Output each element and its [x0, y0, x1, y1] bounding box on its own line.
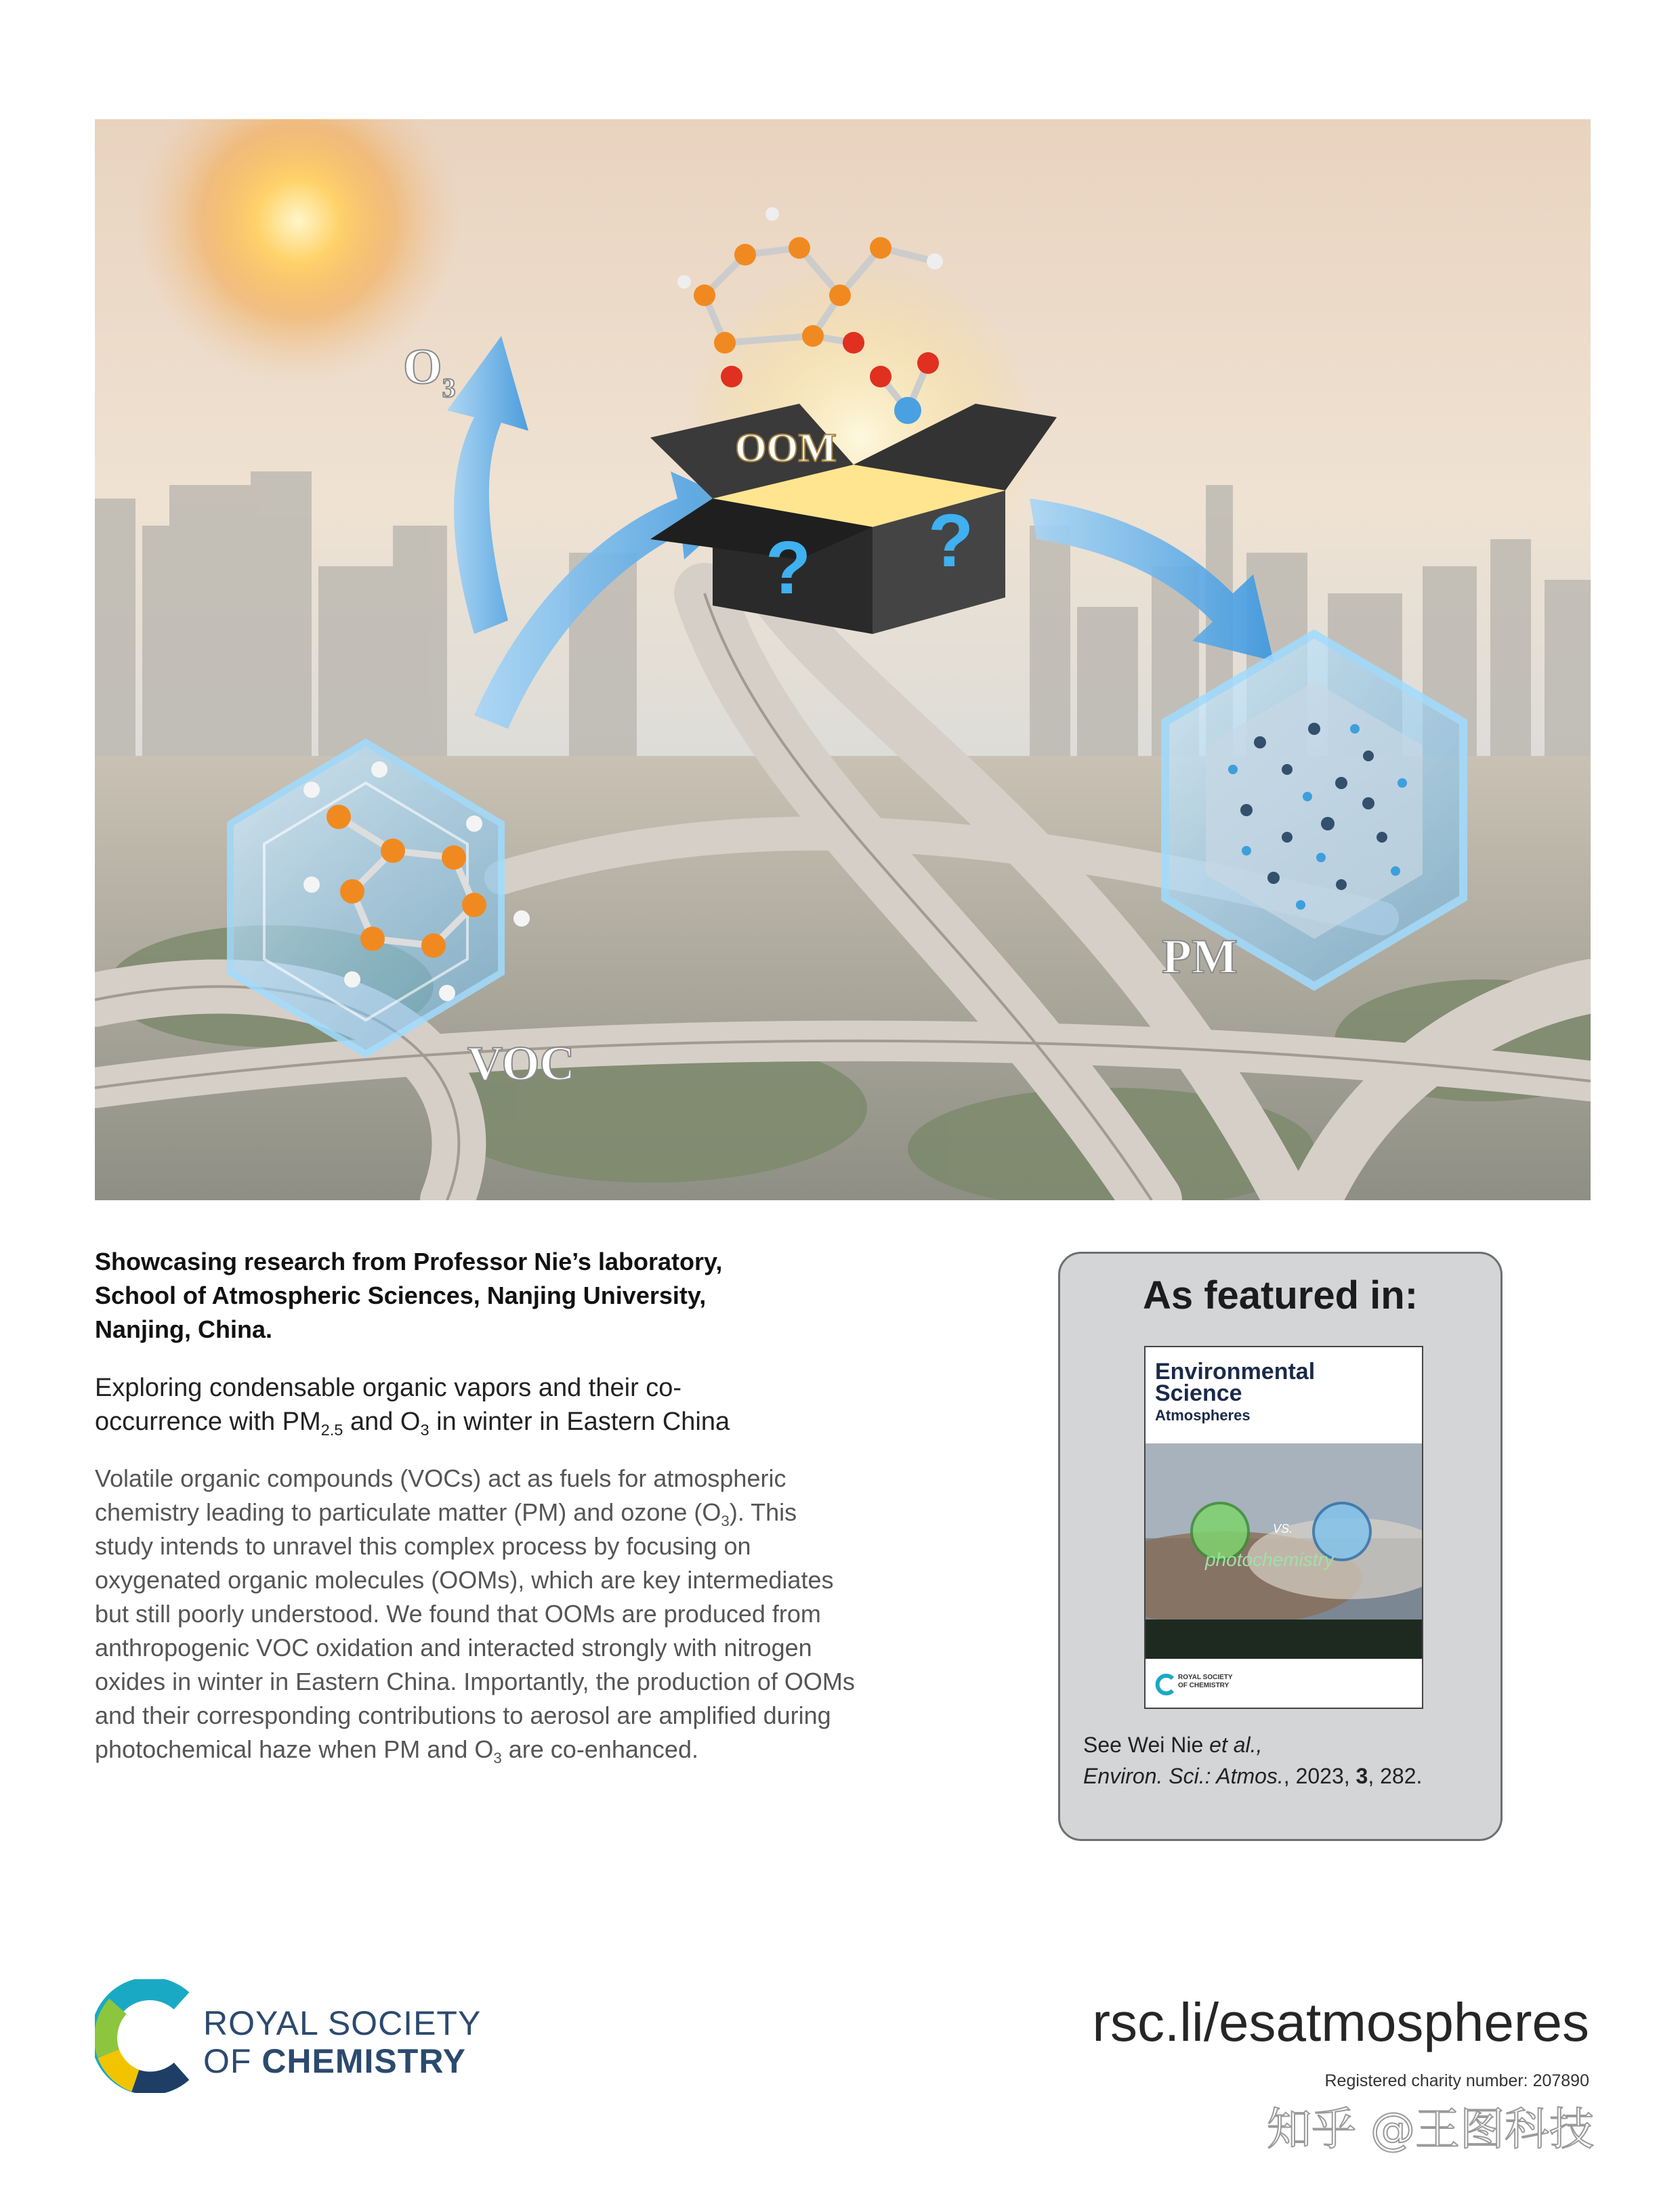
o3-subscript: 3 — [420, 1421, 429, 1439]
featured-title: As featured in: — [1142, 1273, 1419, 1317]
rsc-name-of: OF — [203, 2042, 262, 2080]
journal-name — [1155, 1361, 1315, 1404]
cover-footer — [1146, 1660, 1422, 1708]
citation-journal: Environ. Sci.: Atmos. — [1083, 1764, 1284, 1788]
citation-page: , 282. — [1368, 1764, 1423, 1788]
citation-etal: et al., — [1209, 1733, 1263, 1757]
watermark — [1267, 2098, 1633, 2159]
title-part-2: occurrence with PM — [95, 1408, 321, 1436]
showcase-line-1: Showcasing research from Professor Nie’s laboratory, — [95, 1248, 723, 1275]
cover-rsc-line-1: ROYAL SOCIETY — [1178, 1674, 1233, 1681]
journal-name-line-2: Science — [1155, 1380, 1242, 1406]
abstract-part-1: Volatile organic compounds (VOCs) act as fuels for atmospheric chemistry leading to particulate matter (PM) and ozone (O — [95, 1464, 786, 1526]
pm-label: PM — [1162, 929, 1238, 983]
showcase-line-3: Nanjing, China. — [95, 1315, 273, 1343]
abstract-text — [95, 1462, 860, 1767]
cover-illustration — [95, 119, 1591, 1200]
journal-cover[interactable] — [1144, 1346, 1423, 1709]
cover-rsc-logo-icon — [1152, 1672, 1177, 1697]
rsc-logo-icon — [95, 1979, 196, 2093]
rsc-name-line-2 — [203, 2042, 466, 2081]
citation-year: , 2023, — [1283, 1764, 1356, 1788]
title-part-1: Exploring condensable organic vapors and their co- — [95, 1374, 682, 1402]
rsc-name-chemistry: CHEMISTRY — [261, 2042, 466, 2080]
citation-prefix: See Wei Nie — [1083, 1733, 1210, 1757]
journal-url[interactable]: rsc.li/esatmospheres — [1092, 1992, 1589, 2052]
citation-volume: 3 — [1356, 1764, 1368, 1788]
abstract-o3-sub-2: 3 — [493, 1749, 502, 1767]
oom-label: OOM — [735, 425, 837, 470]
abstract-o3-sub-1: 3 — [721, 1512, 730, 1529]
question-mark-side: ? — [928, 499, 974, 583]
voc-label: VOC — [467, 1036, 575, 1091]
cover-vs-text: VS. — [1273, 1522, 1293, 1536]
cover-illustration-svg — [95, 119, 1591, 1200]
pm-subscript: 2.5 — [320, 1421, 343, 1439]
journal-name-line-1: Environmental — [1155, 1359, 1316, 1384]
watermark-text: 知乎 @王图科技 — [1267, 2103, 1594, 2155]
cover-rsc-text — [1178, 1674, 1233, 1690]
featured-panel — [1058, 1252, 1503, 1841]
rsc-name-line-1: ROYAL SOCIETY — [203, 2004, 482, 2042]
cover-word: photochemistry — [1205, 1549, 1334, 1570]
cover-rsc-line-2-prefix: OF — [1178, 1682, 1190, 1689]
showcase-heading — [95, 1245, 860, 1347]
cover-rsc-line-2-bold: CHEMISTRY — [1189, 1682, 1230, 1689]
showcase-line-2: School of Atmospheric Sciences, Nanjing University, — [95, 1282, 707, 1309]
title-part-4: in winter in Eastern China — [429, 1408, 730, 1436]
charity-number: Registered charity number: 207890 — [1324, 2071, 1589, 2090]
title-part-3: and O — [343, 1408, 421, 1436]
o3-label: $O_3$ — [403, 339, 456, 403]
abstract-part-2: ). This study intends to unravel this complex process by focusing on oxygenated organic molecules (OOMs), which are key intermediates but still poorly understood. We found that OOMs are produced from anthropogenic VOC oxidation and interacted strongly with nitrogen oxides in winter in Eastern China. Importantly, the production of OOMs and their corresponding contributions to aerosol are amplified during photochemical haze when PM and O — [95, 1498, 855, 1763]
citation — [1083, 1729, 1490, 1792]
article-title — [95, 1371, 860, 1439]
journal-subname: Atmospheres — [1155, 1407, 1251, 1424]
question-mark-front: ? — [765, 526, 812, 610]
abstract-part-3: are co-enhanced. — [501, 1735, 698, 1763]
